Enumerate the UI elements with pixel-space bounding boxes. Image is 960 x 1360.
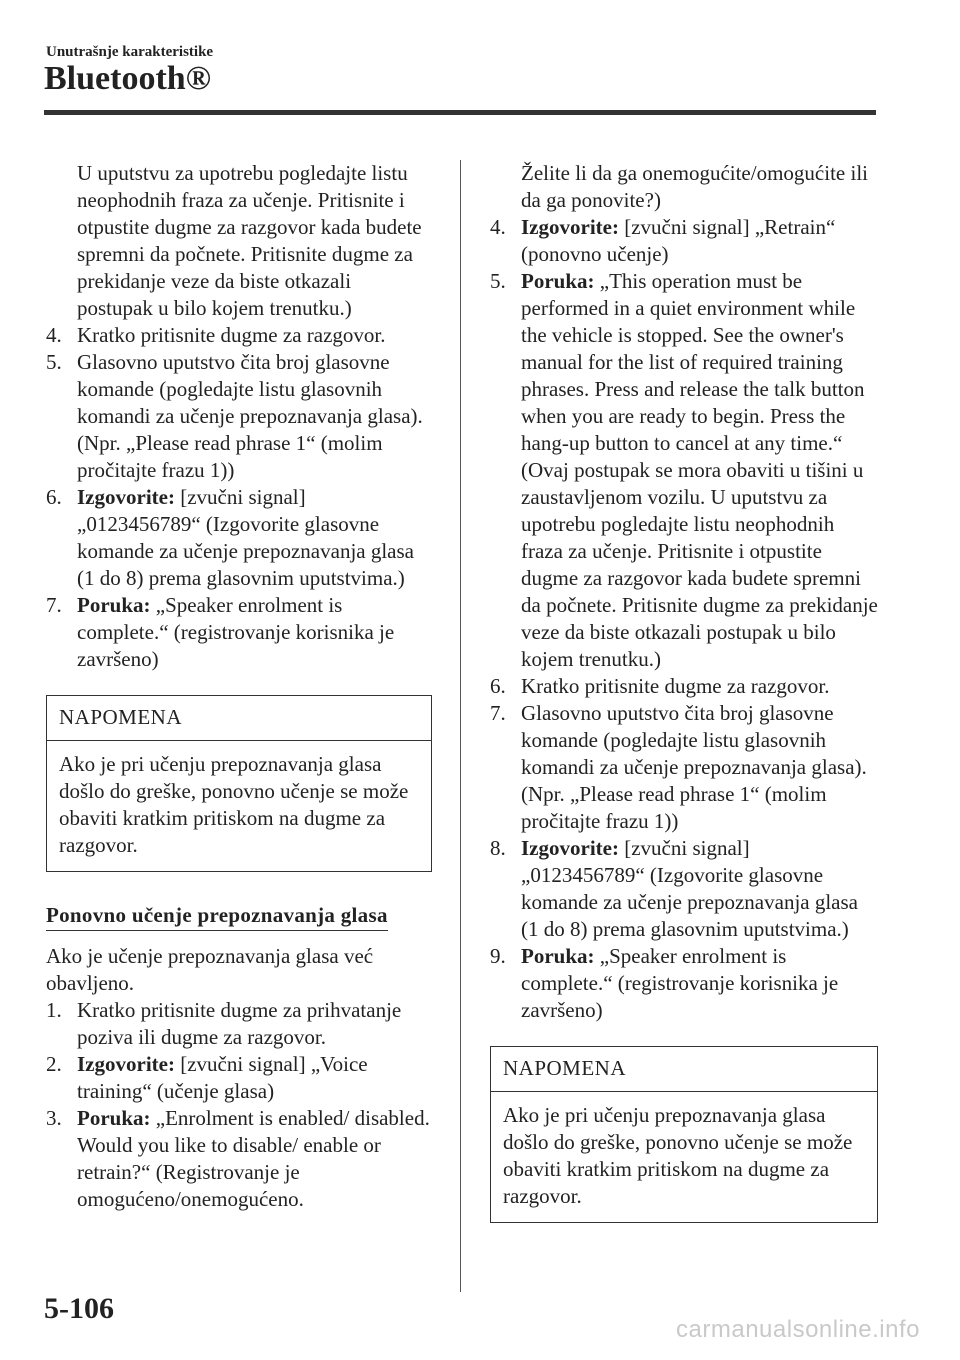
step-number: 4. — [46, 323, 62, 347]
step-text: „Enrolment is enabled/ disabled. Would you like to disable/ enable or retrain?“ (Registrovanje je omogućeno/onemogućeno. — [77, 1106, 430, 1211]
left-column — [46, 160, 432, 1213]
left-step-6 — [46, 484, 432, 592]
right-step-8 — [490, 835, 878, 943]
step-number: 5. — [490, 269, 506, 293]
step-text: [zvučni signal] „Voice training“ (učenje glasa) — [77, 1052, 368, 1103]
note-box — [46, 695, 432, 872]
left-sub-step-2 — [46, 1051, 432, 1105]
step-number: 7. — [46, 593, 62, 617]
step-lead: Poruka: — [77, 593, 151, 617]
step-text: „This operation must be performed in a quiet environment while the vehicle is stopped. See the owner's manual for the list of required training phrases. Press and release the talk button when you are ready to begin. Press the hang-up button to cancel at any time.“ (Ovaj postupak se mora obaviti u tišini u zaustavljenom vozilu. U uputstvu za upotrebu pogledajte listu neophodnih fraza za učenje. Pritisnite i otpustite dugme za razgovor kada budete spremni da počnete. Pritisnite dugme za prekidanje veze da biste otkazali postupak u bilo kojem trenutku.) — [521, 269, 878, 671]
note-text: Ako je pri učenju prepoznavanja glasa došlo do greške, ponovno učenje se može obaviti kratkim pritiskom na dugme za razgovor. — [59, 752, 409, 857]
step-number: 1. — [46, 998, 62, 1022]
right-step-9 — [490, 943, 878, 1024]
step-text: „Speaker enrolment is complete.“ (registrovanje korisnika je završeno) — [77, 593, 395, 671]
left-sub-step-1 — [46, 997, 432, 1051]
step-lead: Izgovorite: — [521, 215, 619, 239]
step-text: [zvučni signal] „Retrain“ (ponovno učenje) — [521, 215, 836, 266]
right-continuation: Želite li da ga onemogućite/omogućite ili da ga ponovite?) — [521, 161, 868, 212]
right-column — [490, 160, 878, 1253]
right-step-7 — [490, 700, 878, 835]
step-number: 3. — [46, 1106, 62, 1130]
right-step-6 — [490, 673, 878, 700]
left-step-7 — [46, 592, 432, 673]
step-number: 2. — [46, 1052, 62, 1076]
step-text: „Speaker enrolment is complete.“ (registrovanje korisnika je završeno) — [521, 944, 839, 1022]
subsection-intro: Ako je učenje prepoznavanja glasa već obavljeno. — [46, 944, 374, 995]
left-intro-paragraph: U uputstvu za upotrebu pogledajte listu neophodnih fraza za učenje. Pritisnite i otpustite dugme za razgovor kada budete spremni da počnete. Pritisnite dugme za prekidanje veze da biste otkazali postupak u bilo kojem trenutku.) — [77, 161, 422, 320]
left-sub-step-3 — [46, 1105, 432, 1213]
title-rule — [44, 110, 876, 115]
step-text: Kratko pritisnite dugme za razgovor. — [77, 323, 386, 347]
right-step-4 — [490, 214, 878, 268]
step-number: 8. — [490, 836, 506, 860]
step-lead: Izgovorite: — [521, 836, 619, 860]
column-divider — [460, 160, 461, 1292]
note-box — [490, 1046, 878, 1223]
note-heading: NAPOMENA — [47, 696, 431, 741]
step-lead: Poruka: — [521, 269, 595, 293]
step-number: 6. — [46, 485, 62, 509]
page-title: Bluetooth® — [44, 60, 212, 97]
section-subheading: Ponovno učenje prepoznavanja glasa — [46, 903, 388, 931]
section-label: Unutrašnje karakteristike — [46, 44, 214, 60]
step-lead: Poruka: — [77, 1106, 151, 1130]
left-step-5 — [46, 349, 432, 484]
step-text: Glasovno uputstvo čita broj glasovne komande (pogledajte listu glasovnih komandi za učenje prepoznavanja glasa). (Npr. „Please read phrase 1“ (molim pročitajte frazu 1)) — [77, 350, 423, 482]
step-text: Kratko pritisnite dugme za razgovor. — [521, 674, 830, 698]
right-step-5 — [490, 268, 878, 673]
step-text: Glasovno uputstvo čita broj glasovne komande (pogledajte listu glasovnih komandi za učenje prepoznavanja glasa). (Npr. „Please read phrase 1“ (molim pročitajte frazu 1)) — [521, 701, 867, 833]
step-number: 9. — [490, 944, 506, 968]
step-text: Kratko pritisnite dugme za prihvatanje poziva ili dugme za razgovor. — [77, 998, 402, 1049]
note-heading: NAPOMENA — [491, 1047, 877, 1092]
step-lead: Poruka: — [521, 944, 595, 968]
watermark: carmanualsonline.info — [676, 1316, 920, 1343]
step-text: [zvučni signal] „0123456789“ (Izgovorite glasovne komande za učenje prepoznavanja glasa (1 do 8) prema glasovnim uputstvima.) — [77, 485, 414, 590]
step-lead: Izgovorite: — [77, 1052, 175, 1076]
step-number: 7. — [490, 701, 506, 725]
step-text: [zvučni signal] „0123456789“ (Izgovorite glasovne komande za učenje prepoznavanja glasa (1 do 8) prema glasovnim uputstvima.) — [521, 836, 858, 941]
step-number: 5. — [46, 350, 62, 374]
step-number: 6. — [490, 674, 506, 698]
step-number: 4. — [490, 215, 506, 239]
note-text: Ako je pri učenju prepoznavanja glasa došlo do greške, ponovno učenje se može obaviti kratkim pritiskom na dugme za razgovor. — [503, 1103, 853, 1208]
page-number: 5-106 — [44, 1292, 114, 1325]
step-lead: Izgovorite: — [77, 485, 175, 509]
left-step-4 — [46, 322, 432, 349]
